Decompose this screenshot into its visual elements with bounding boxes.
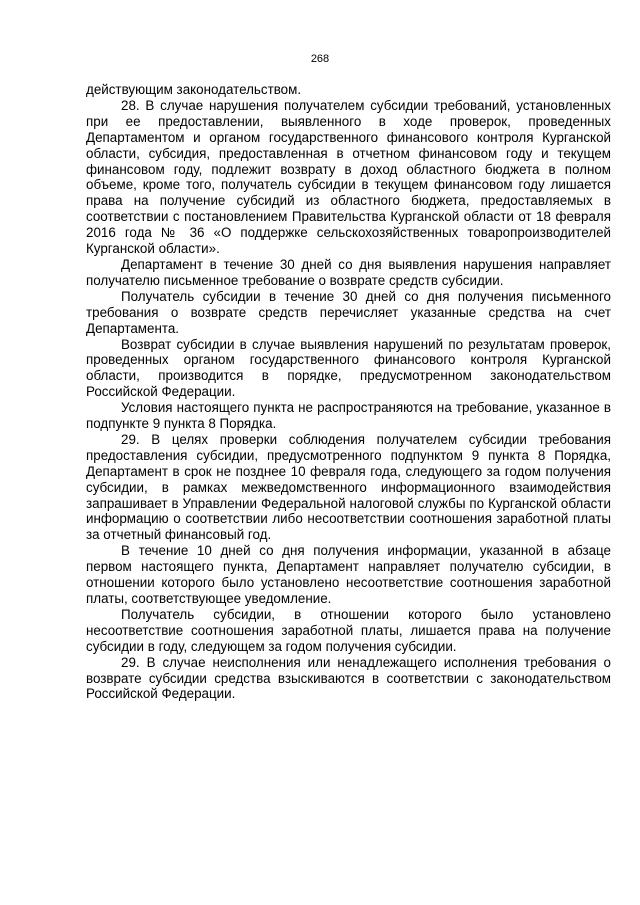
- paragraph-item-28: 28. В случае нарушения получателем субсидии требований, установленных при ее предоставлении, выявленного в ходе проверок, проведенных Департаментом и органом государственного финансового контроля Курганской области, субсидия, предоставленная в отчетном финансовом году и текущем финансовом году, подлежит возврату в доход областного бюджета в полном объеме, кроме того, получатель субсидии в текущем финансовом году лишается права на получение субсидий из областного бюджета, предоставляемых в соответствии с постановлением Правительства Курганской области от 18 февраля 2016 года № 36 «О поддержке сельскохозяйственных товаропроизводителей Курганской области».: [86, 97, 611, 257]
- paragraph-item-29-enforcement: 29. В случае неисполнения или ненадлежащего исполнения требования о возврате субсидии средства взыскиваются в соответствии с законодательством Российской Федерации.: [86, 654, 611, 702]
- document-body: [86, 82, 611, 702]
- paragraph-control-refund: Возврат субсидии в случае выявления нарушений по результатам проверок, проведенных органом государственного финансового контроля Курганской области, производится в порядке, предусмотренном законодательством Российской Федерации.: [86, 336, 611, 400]
- paragraph-continuation: действующим законодательством.: [86, 82, 302, 97]
- paragraph-notification: В течение 10 дней со дня получения информации, указанной в абзаце первом настоящего пункта, Департамент направляет получателю субсидии, в отношении которого было установлено несоответствие соотношения заработной платы, соответствующее уведомление.: [86, 543, 611, 606]
- page-number: 268: [310, 53, 330, 65]
- paragraph-deprivation: Получатель субсидии, в отношении которого было установлено несоответствие соотношения заработной платы, лишается права на получение субсидии в году, следующем за годом получения субсидии.: [86, 606, 611, 654]
- paragraph-exception: Условия настоящего пункта не распространяются на требование, указанное в подпункте 9 пункта 8 Порядка.: [86, 400, 611, 432]
- paragraph-notice-deadline: Департамент в течение 30 дней со дня выявления нарушения направляет получателю письменное требование о возврате средств субсидии.: [86, 256, 611, 288]
- paragraph-item-29: 29. В целях проверки соблюдения получателем субсидии требования предоставления субсидии, предусмотренного подпунктом 9 пункта 8 Порядка, Департамент в срок не позднее 10 февраля года, следующего за годом получения субсидии, в рамках межведомственного информационного взаимодействия запрашивает в Управлении Федеральной налоговой службы по Курганской области информацию о соответствии либо несоответствии соотношения заработной платы за отчетный финансовый год.: [86, 431, 611, 543]
- paragraph-repayment: Получатель субсидии в течение 30 дней со дня получения письменного требования о возврате средств перечисляет указанные средства на счет Департамента.: [86, 288, 611, 336]
